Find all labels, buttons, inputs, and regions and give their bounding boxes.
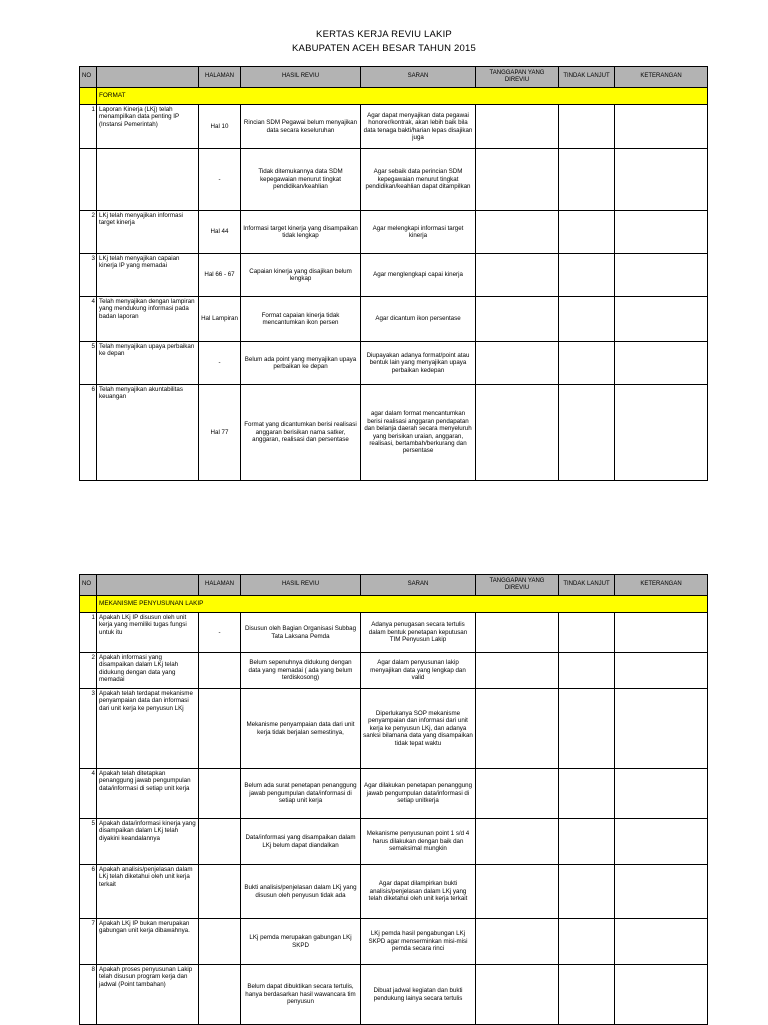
response-cell (476, 105, 559, 149)
review-result: Disusun oleh Bagian Organisasi Subbag Tata Laksana Pemda (241, 613, 361, 653)
page-reference: Hal 10 (199, 105, 241, 149)
table-row (80, 769, 708, 819)
header-tanggapan: TANGGAPAN YANG DIREVIU (476, 67, 559, 88)
follow-up-cell (559, 689, 615, 769)
follow-up-cell (559, 149, 615, 211)
header-halaman: HALAMAN (199, 67, 241, 88)
review-table-format (79, 66, 708, 481)
table-row (80, 965, 708, 1025)
page-reference (199, 865, 241, 919)
response-cell (476, 342, 559, 385)
page-reference (199, 769, 241, 819)
page-reference (199, 653, 241, 689)
review-table-mekanisme (79, 574, 708, 1025)
table-row (80, 819, 708, 865)
review-item: Apakah informasi yang disampaikan dalam LKj telah didukung dengan data yang memadai (97, 653, 199, 689)
table-row (80, 149, 708, 211)
review-item: LKj telah menyajikan informasi target kinerja (97, 211, 199, 254)
page-reference (199, 919, 241, 965)
review-item: LKj telah menyajikan capaian kinerja IP yang memadai (97, 254, 199, 297)
suggestion: Diperlukanya SOP mekanisme penyampaian dan informasi dari unit kerja ke penyusun LKj, dan adanya sanksi bilamana data yang disampaikan tidak tepat waktu (361, 689, 476, 769)
response-cell (476, 919, 559, 965)
section-no-cell (80, 88, 97, 105)
remarks-cell (615, 254, 708, 297)
table-row (80, 653, 708, 689)
table-row (80, 385, 708, 481)
review-result: Belum ada surat penetapan penanggung jawab pengumpulan data/informasi di setiap unit kerja (241, 769, 361, 819)
table-row (80, 211, 708, 254)
remarks-cell (615, 105, 708, 149)
review-result: Mekanisme penyampaian data dari unit kerja tidak berjalan semestinya, (241, 689, 361, 769)
response-cell (476, 211, 559, 254)
suggestion: Agar dapat dilampirkan bukti analisis/penjelasan dalam LKj yang telah diketahui oleh unit kerja terkait (361, 865, 476, 919)
suggestion: LKj pemda hasil pengabungan LKj SKPD agar menserminkan misi-misi pemda secara rinci (361, 919, 476, 965)
suggestion: Agar melengkapi informasi target kinerja (361, 211, 476, 254)
header-hasil-reviu: HASIL REVIU (241, 67, 361, 88)
row-number: 5 (80, 342, 97, 385)
remarks-cell (615, 965, 708, 1025)
suggestion: Mekanisme penyusunan point 1 s/d 4 harus dilakukan dengan baik dan semaksimal mungkin (361, 819, 476, 865)
follow-up-cell (559, 297, 615, 342)
row-number: 7 (80, 919, 97, 965)
response-cell (476, 653, 559, 689)
row-number: 1 (80, 105, 97, 149)
row-number: 2 (80, 211, 97, 254)
page-reference (199, 965, 241, 1025)
suggestion: Agar sebaik data perincian SDM kepegawaian menurut tingkat pendidikan/keahlian dapat ditampilkan (361, 149, 476, 211)
row-number: 1 (80, 613, 97, 653)
row-number: 6 (80, 385, 97, 481)
follow-up-cell (559, 865, 615, 919)
review-item: Apakah LKj IP bukan merupakan gabungan unit kerja dibawahnya. (97, 919, 199, 965)
review-item: Telah menyajikan akuntabilitas keuangan (97, 385, 199, 481)
remarks-cell (615, 769, 708, 819)
response-cell (476, 819, 559, 865)
page-reference: Hal 77 (199, 385, 241, 481)
row-number: 6 (80, 865, 97, 919)
header-saran: SARAN (361, 67, 476, 88)
follow-up-cell (559, 613, 615, 653)
response-cell (476, 297, 559, 342)
remarks-cell (615, 919, 708, 965)
page-reference: - (199, 149, 241, 211)
page-reference: Hal 44 (199, 211, 241, 254)
review-result: Tidak ditemukannya data SDM kepegawaian menurut tingkat pendidikan/keahlian (241, 149, 361, 211)
review-result: LKj pemda merupakan gabungan LKj SKPD (241, 919, 361, 965)
review-item: Laporan Kinerja (LKj) telah menampilkan data penting IP (Instansi Pemerintah) (97, 105, 199, 149)
section-title: MEKANISME PENYUSUNAN LAKIP (97, 596, 708, 613)
table-row (80, 613, 708, 653)
response-cell (476, 689, 559, 769)
table-row (80, 105, 708, 149)
row-number (80, 149, 97, 211)
follow-up-cell (559, 965, 615, 1025)
suggestion: Dibuat jadwal kegiatan dan bukti pendukung lainya secara tertulis (361, 965, 476, 1025)
remarks-cell (615, 385, 708, 481)
page-reference: Hal 66 - 67 (199, 254, 241, 297)
table-header-row (80, 67, 708, 88)
response-cell (476, 149, 559, 211)
remarks-cell (615, 865, 708, 919)
suggestion: Adanya penugasan secara tertulis dalam bentuk penetapan keputusan TIM Penyusun Lakip (361, 613, 476, 653)
section-row (80, 596, 708, 613)
header-tindak-lanjut: TINDAK LANJUT (559, 67, 615, 88)
table-row (80, 297, 708, 342)
header-saran: SARAN (361, 575, 476, 596)
response-cell (476, 965, 559, 1025)
follow-up-cell (559, 919, 615, 965)
response-cell (476, 769, 559, 819)
page-reference (199, 819, 241, 865)
response-cell (476, 385, 559, 481)
review-item: Apakah telah ditetapkan penanggung jawab pengumpulan data/informasi di setiap unit kerja (97, 769, 199, 819)
review-result: Format capaian kinerja tidak mencantumkan ikon persen (241, 297, 361, 342)
remarks-cell (615, 149, 708, 211)
row-number: 3 (80, 254, 97, 297)
page-reference: - (199, 342, 241, 385)
review-item: Telah menyajikan dengan lampiran yang mendukung informasi pada badan laporan (97, 297, 199, 342)
follow-up-cell (559, 342, 615, 385)
review-result: Rincian SDM Pegawai belum menyajikan data secara keseluruhan (241, 105, 361, 149)
page-reference: Hal Lampiran (199, 297, 241, 342)
row-number: 3 (80, 689, 97, 769)
table-row (80, 342, 708, 385)
follow-up-cell (559, 254, 615, 297)
review-item: Apakah LKj IP disusun oleh unit kerja yang memiliki tugas fungsi untuk itu (97, 613, 199, 653)
review-item (97, 149, 199, 211)
review-result: Belum sepenuhnya didukung dengan data yang memadai ( ada yang belum terdiskosong) (241, 653, 361, 689)
remarks-cell (615, 297, 708, 342)
remarks-cell (615, 653, 708, 689)
follow-up-cell (559, 385, 615, 481)
page-reference (199, 689, 241, 769)
header-item (97, 575, 199, 596)
follow-up-cell (559, 769, 615, 819)
follow-up-cell (559, 819, 615, 865)
remarks-cell (615, 613, 708, 653)
review-item: Apakah proses penyusunan Lakip telah disusun program kerja dan jadwal (Point tambahan) (97, 965, 199, 1025)
section-row (80, 88, 708, 105)
row-number: 4 (80, 769, 97, 819)
header-keterangan: KETERANGAN (615, 67, 708, 88)
header-tanggapan: TANGGAPAN YANG DIREVIU (476, 575, 559, 596)
section-title: FORMAT (97, 88, 708, 105)
review-result: Belum ada point yang menyajikan upaya perbaikan ke depan (241, 342, 361, 385)
review-result: Bukti analisis/penjelasan dalam LKj yang disusun oleh penyusun tidak ada (241, 865, 361, 919)
header-hasil-reviu: HASIL REVIU (241, 575, 361, 596)
review-result: Data/informasi yang disampaikan dalam LKj belum dapat diandalkan (241, 819, 361, 865)
row-number: 8 (80, 965, 97, 1025)
header-tindak-lanjut: TINDAK LANJUT (559, 575, 615, 596)
table-row (80, 865, 708, 919)
header-halaman: HALAMAN (199, 575, 241, 596)
review-result: Belum dapat dibuktikan secara tertulis, hanya berdasarkan hasil wawancara tim penyusun (241, 965, 361, 1025)
table-row (80, 919, 708, 965)
table-row (80, 254, 708, 297)
document-subtitle: KABUPATEN ACEH BESAR TAHUN 2015 (292, 43, 476, 54)
follow-up-cell (559, 653, 615, 689)
header-no: NO (80, 67, 97, 88)
remarks-cell (615, 819, 708, 865)
remarks-cell (615, 689, 708, 769)
table-header-row (80, 575, 708, 596)
review-item: Telah menyajikan upaya perbaikan ke depan (97, 342, 199, 385)
page-reference: - (199, 613, 241, 653)
suggestion: Diupayakan adanya format/point atau bentuk lain yang menyajikan upaya perbaikan kedepan (361, 342, 476, 385)
row-number: 5 (80, 819, 97, 865)
remarks-cell (615, 211, 708, 254)
document-title: KERTAS KERJA REVIU LAKIP (316, 29, 452, 40)
suggestion: Agar dicantum ikon persentase (361, 297, 476, 342)
follow-up-cell (559, 211, 615, 254)
response-cell (476, 865, 559, 919)
suggestion: Agar dalam penyusunan lakip menyajikan data yang lengkap dan valid (361, 653, 476, 689)
row-number: 2 (80, 653, 97, 689)
response-cell (476, 613, 559, 653)
review-result: Format yang dicantumkan berisi realisasi anggaran berisikan nama satker, anggaran, realisasi dan persentase (241, 385, 361, 481)
response-cell (476, 254, 559, 297)
follow-up-cell (559, 105, 615, 149)
header-item (97, 67, 199, 88)
suggestion: Agar dilakukan penetapan penanggung jawab pengumpulan data/informasi di setiap unitkerja (361, 769, 476, 819)
review-result: Capaian kinerja yang disajikan belum lengkap (241, 254, 361, 297)
review-item: Apakah analisis/penjelasan dalam LKj telah diketahui oleh unit kerja terkait (97, 865, 199, 919)
table-row (80, 689, 708, 769)
review-result: Informasi target kinerja yang disampaikan tidak lengkap (241, 211, 361, 254)
review-item: Apakah data/informasi kinerja yang disampaikan dalam LKj telah diyakini keandalannya (97, 819, 199, 865)
header-keterangan: KETERANGAN (615, 575, 708, 596)
section-no-cell (80, 596, 97, 613)
review-item: Apakah telah terdapat mekanisme penyampaian data dan informasi dari unit kerja ke penyusun LKj (97, 689, 199, 769)
suggestion: agar dalam format mencantumkan berisi realisasi anggaran pendapatan dan belanja daerah secara menyeluruh yang berisikan uraian, anggaran, realisasi, bertambah/berkurang dan persentase (361, 385, 476, 481)
remarks-cell (615, 342, 708, 385)
suggestion: Agar dapat menyajikan data pegawai honorer/kontrak, akan lebih baik bila data tenaga bakti/harian lepas disajikan juga (361, 105, 476, 149)
header-no: NO (80, 575, 97, 596)
suggestion: Agar menglengkapi capai kinerja (361, 254, 476, 297)
row-number: 4 (80, 297, 97, 342)
